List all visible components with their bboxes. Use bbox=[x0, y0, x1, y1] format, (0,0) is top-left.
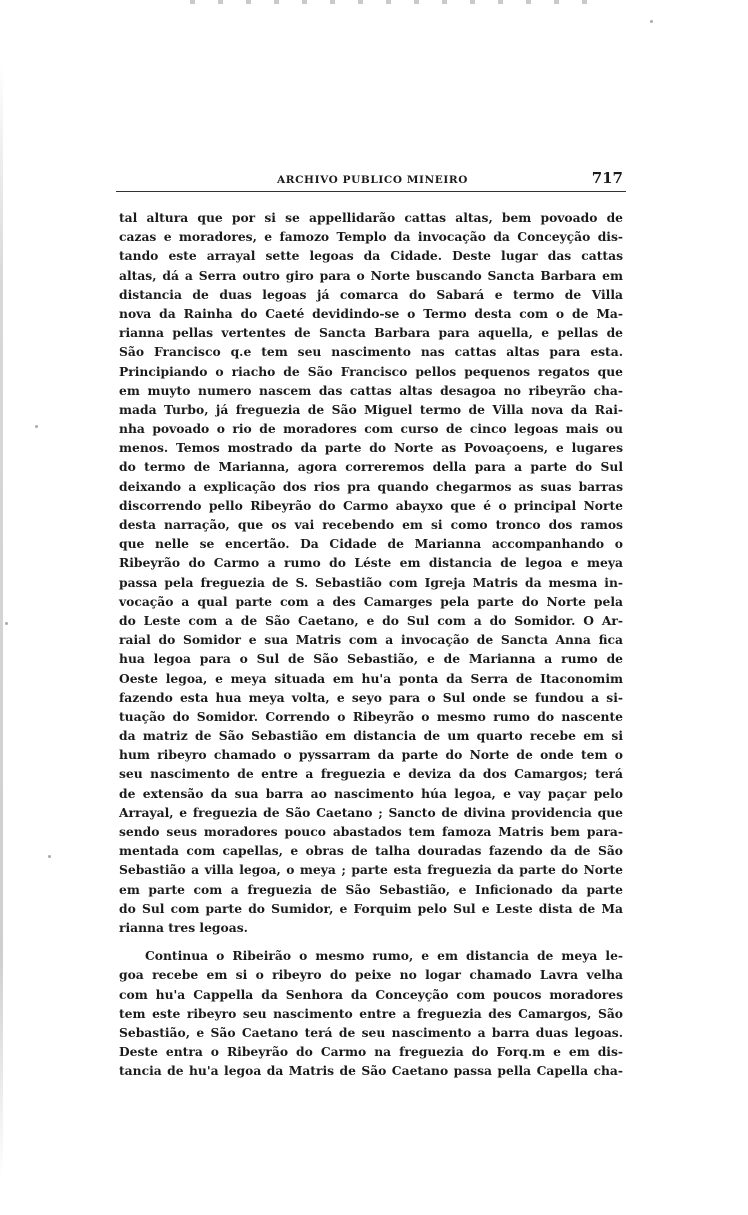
text-line: rianna pellas vertentes de Sancta Barbara para aquella, e pellas de bbox=[119, 325, 623, 341]
text-line: mentada com capellas, e obras de talha douradas fazendo da de São bbox=[119, 843, 623, 859]
text-line: nha povoado o rio de moradores com curso de cinco legoas mais ou bbox=[119, 421, 623, 437]
text-line: fazendo esta hua meya volta, e seyo para o Sul onde se fundou a si- bbox=[119, 689, 623, 705]
text-line: Continua o Ribeirão o mesmo rumo, e em distancia de meya le- bbox=[145, 948, 623, 964]
text-line: menos. Temos mostrado da parte do Norte as Povoaçoens, e lugares bbox=[119, 440, 623, 456]
text-line: do Sul com parte do Sumidor, e Forquim pelo Sul e Leste dista de Ma bbox=[119, 900, 623, 916]
text-line: tancia de hu'a legoa da Matris de São Caetano passa pella Capella cha- bbox=[119, 1063, 623, 1079]
text-line: passa pela freguezia de S. Sebastião com Igreja Matris da mesma in- bbox=[119, 574, 623, 590]
running-header bbox=[120, 168, 625, 192]
scan-speck bbox=[650, 20, 653, 23]
text-line: altas, dá a Serra outro giro para o Norte buscando Sancta Barbara em bbox=[119, 267, 623, 283]
text-line: de extensão da sua barra ao nascimento húa legoa, e vay paçar pelo bbox=[119, 785, 623, 801]
text-line: Principiando o riacho de São Francisco pellos pequenos regatos que bbox=[119, 363, 623, 379]
text-line: com hu'a Cappella da Senhora da Conceyção com poucos moradores bbox=[119, 986, 623, 1002]
text-line: Sebastião, e São Caetano terá de seu nascimento a barra duas legoas. bbox=[119, 1024, 623, 1040]
scan-top-marks bbox=[190, 0, 590, 4]
scan-speck bbox=[5, 622, 8, 625]
text-line: goa recebe em si o ribeyro do peixe no logar chamado Lavra velha bbox=[119, 967, 623, 983]
text-line: da matriz de São Sebastião em distancia de um quarto recebe em si bbox=[119, 728, 623, 744]
page-number: 717 bbox=[591, 169, 623, 187]
text-line: discorrendo pello Ribeyrão do Carmo abayxo que é o principal Norte bbox=[119, 497, 623, 513]
text-line: Sebastião a villa legoa, o meya ; parte esta freguezia da parte do Norte bbox=[119, 862, 623, 878]
text-line: mada Turbo, já freguezia de São Miguel termo de Villa nova da Rai- bbox=[119, 401, 623, 417]
running-title: ARCHIVO PUBLICO MINEIRO bbox=[277, 174, 468, 186]
text-line: do termo de Marianna, agora correremos della para a parte do Sul bbox=[119, 459, 623, 475]
text-line: Oeste legoa, e meya situada em hu'a ponta da Serra de Itaconomim bbox=[119, 670, 623, 686]
paragraph bbox=[119, 208, 623, 937]
text-line: vocação a qual parte com a des Camarges pela parte do Norte pela bbox=[119, 593, 623, 609]
text-line: distancia de duas legoas já comarca do Sabará e termo de Villa bbox=[119, 286, 623, 302]
text-line: tem este ribeyro seu nascimento entre a freguezia des Camargos, São bbox=[119, 1005, 623, 1021]
text-line: em muyto numero nascem das cattas altas desagoa no ribeyrão cha- bbox=[119, 382, 623, 398]
text-line: seu nascimento de entre a freguezia e deviza da dos Camargos; terá bbox=[119, 766, 623, 782]
text-line: São Francisco q.e tem seu nascimento nas cattas altas para esta. bbox=[119, 344, 623, 360]
scan-left-edge bbox=[0, 60, 3, 1180]
text-line: raial do Somidor e sua Matris com a invocação de Sancta Anna fica bbox=[119, 632, 623, 648]
text-line: do Leste com a de São Caetano, e do Sul com a do Somidor. O Ar- bbox=[119, 612, 623, 628]
text-line: sendo seus moradores pouco abastados tem famoza Matris bem para- bbox=[119, 824, 623, 839]
text-line: que nelle se encertão. Da Cidade de Marianna accompanhando o bbox=[119, 536, 623, 552]
text-line: hum ribeyro chamado o pyssarram da parte do Norte de onde tem o bbox=[119, 747, 623, 763]
text-line: Deste entra o Ribeyrão do Carmo na freguezia do Forq.m e em dis- bbox=[119, 1044, 623, 1060]
text-line: em parte com a freguezia de São Sebastião, e Inficionado da parte bbox=[119, 881, 623, 897]
text-line: tuação do Somidor. Correndo o Ribeyrão o mesmo rumo do nascente bbox=[119, 708, 623, 724]
text-line: Ribeyrão do Carmo a rumo do Léste em distancia de legoa e meya bbox=[119, 555, 623, 571]
text-line: hua legoa para o Sul de São Sebastião, e de Marianna a rumo de bbox=[119, 651, 623, 667]
scan-speck bbox=[35, 425, 38, 428]
body-text bbox=[119, 208, 623, 1080]
header-rule bbox=[116, 191, 626, 192]
paragraph-gap bbox=[119, 937, 623, 946]
text-line: cazas e moradores, e famozo Templo da invocação da Conceyção dis- bbox=[119, 229, 623, 245]
text-line: tando este arrayal sette legoas da Cidade. Deste lugar das cattas bbox=[119, 248, 623, 264]
text-line: desta narração, que os vai recebendo em si como tronco dos ramos bbox=[119, 517, 623, 532]
text-line: rianna tres legoas. bbox=[119, 919, 248, 935]
text-line: nova da Rainha do Caeté devidindo-se o Termo desta com o de Ma- bbox=[119, 305, 623, 321]
paragraph bbox=[119, 946, 623, 1080]
scan-speck bbox=[48, 855, 51, 858]
text-line: deixando a explicação dos rios pra quando chegarmos as suas barras bbox=[119, 478, 623, 494]
text-line: Arrayal, e freguezia de São Caetano ; Sancto de divina providencia que bbox=[119, 804, 623, 820]
text-line: tal altura que por si se appellidarão cattas altas, bem povoado de bbox=[119, 210, 623, 225]
